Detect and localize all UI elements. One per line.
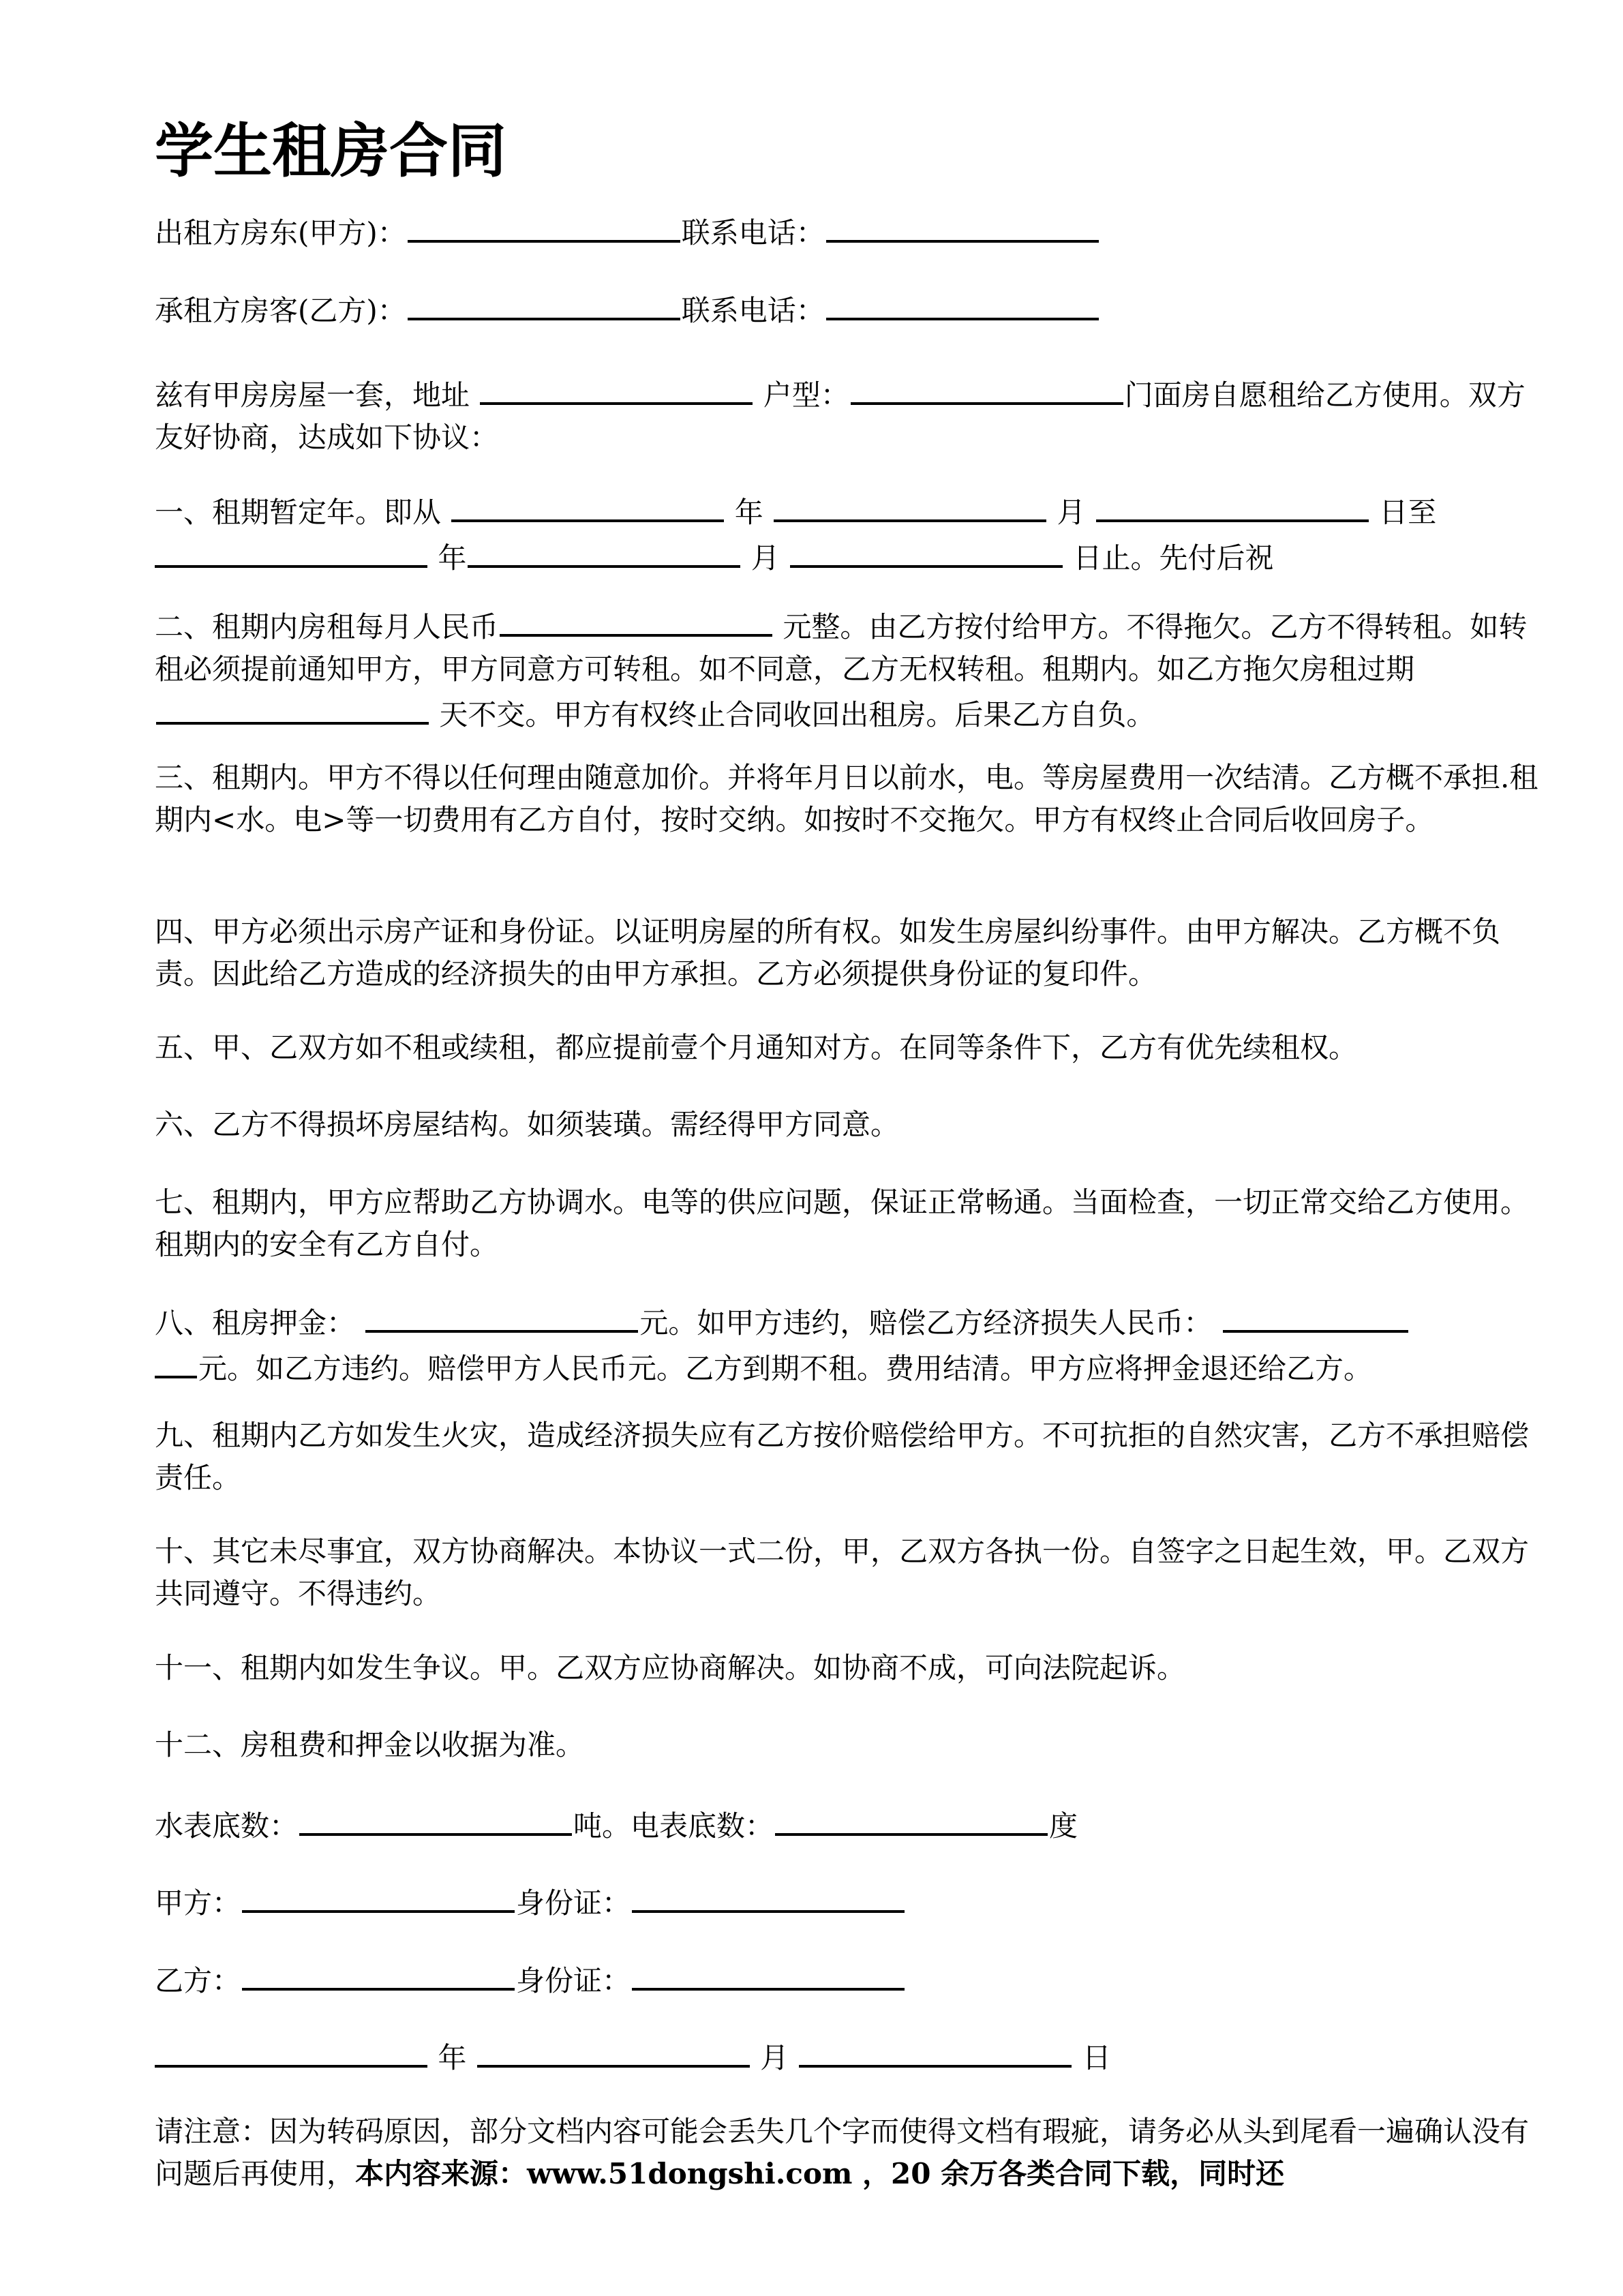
degree-label: 度: [1049, 1809, 1078, 1843]
clause-7: 七、租期内，甲方应帮助乙方协调水。电等的供应问题，保证正常畅通。当面检查，一切正常交给乙方使用。租期内的安全有乙方自付。: [155, 1185, 1530, 1261]
id-label: 身份证：: [516, 1886, 631, 1920]
landlord-label: 出租方房东(甲方)：: [155, 216, 406, 250]
id-label: 身份证：: [516, 1964, 631, 1997]
month-label: 月: [1057, 496, 1086, 529]
month-label: 月: [760, 2041, 789, 2074]
year-label: 年: [438, 541, 467, 575]
address-label: 兹有甲房房屋一套，地址: [155, 378, 470, 412]
electric-meter-label: 吨。电表底数：: [573, 1809, 774, 1843]
landlord-name-blank[interactable]: [408, 209, 680, 243]
clause-8-text: 元。如甲方违约，赔偿乙方经济损失人民币：: [639, 1306, 1213, 1340]
party-b-signature-line: [155, 1957, 1538, 2002]
party-b-blank[interactable]: [242, 1957, 515, 1991]
water-meter-label: 水表底数：: [155, 1809, 299, 1843]
tenant-label: 承租方房客(乙方)：: [155, 294, 406, 327]
clause-2-text: 二、租期内房租每月人民币: [155, 610, 499, 644]
party-b-id-blank[interactable]: [632, 1957, 905, 1991]
monthly-rent-blank[interactable]: [500, 603, 772, 637]
clause-2-text: 元整。由乙方按付给甲方。不得拖欠。乙方不得转租。如转租必须提前通知甲方，甲方同意方可转租。如不同意，乙方无权转租。租期内。如乙方拖欠房租过期: [155, 610, 1528, 686]
overdue-days-blank[interactable]: [156, 691, 429, 725]
clause-1-end-text: 日止。先付后祝: [1073, 541, 1274, 575]
clause-5: 五、甲、乙双方如不租或续租，都应提前壹个月通知对方。在同等条件下，乙方有优先续租权。: [155, 1031, 1358, 1064]
clause-11: 十一、租期内如发生争议。甲。乙双方应协商解决。如协商不成，可向法院起诉。: [155, 1651, 1186, 1685]
year-label: 年: [438, 2041, 467, 2074]
end-year-blank[interactable]: [155, 534, 427, 568]
sign-day-blank[interactable]: [799, 2034, 1072, 2068]
landlord-phone-blank[interactable]: [826, 209, 1099, 243]
compensation-blank-cont[interactable]: [155, 1344, 197, 1378]
clause-2-end-text: 天不交。甲方有权终止合同收回出租房。后果乙方自负。: [439, 698, 1155, 731]
party-a-id-blank[interactable]: [632, 1879, 905, 1913]
address-blank[interactable]: [480, 371, 753, 405]
start-day-blank[interactable]: [1096, 488, 1369, 522]
day-label: 日: [1082, 2041, 1111, 2074]
source-text: 本内容来源：www.51dongshi.com ，20 余万各类合同下载，同时还: [355, 2157, 1285, 2190]
start-year-blank[interactable]: [451, 488, 724, 522]
tenant-phone-label: 联系电话：: [681, 294, 825, 327]
party-a-signature-line: [155, 1879, 1538, 1924]
day-to-label: 日至: [1379, 496, 1437, 529]
sign-year-blank[interactable]: [155, 2034, 427, 2068]
clause-4: 四、甲方必须出示房产证和身份证。以证明房屋的所有权。如发生房屋纠纷事件。由甲方解决。乙方概不负责。因此给乙方造成的经济损失的由甲方承担。乙方必须提供身份证的复印件。: [155, 915, 1501, 991]
clause-8-end-text: 元。如乙方违约。赔偿甲方人民币元。乙方到期不租。费用结清。甲方应将押金退还给乙方。: [198, 1352, 1373, 1385]
landlord-line: [155, 209, 1538, 254]
notice-text: 请注意：因为转码原因，部分文档内容可能会丢失几个字而使得文档有瑕疵，请务必从头到尾看一遍确认没有问题后再使用，: [155, 2115, 1530, 2190]
property-paragraph: [155, 371, 1538, 459]
electric-meter-blank[interactable]: [775, 1802, 1048, 1836]
compensation-blank[interactable]: [1223, 1299, 1408, 1333]
party-a-label: 甲方：: [155, 1886, 241, 1920]
tenant-name-blank[interactable]: [408, 286, 680, 320]
sign-month-blank[interactable]: [477, 2034, 750, 2068]
deposit-label: 八、租房押金：: [155, 1306, 356, 1340]
layout-label: 户型：: [763, 378, 849, 412]
clause-10: 十、其它未尽事宜，双方协商解决。本协议一式二份，甲，乙双方各执一份。自签字之日起生效，甲。乙双方共同遵守。不得违约。: [155, 1535, 1530, 1610]
water-meter-blank[interactable]: [299, 1802, 572, 1836]
tenant-line: [155, 286, 1538, 332]
clause-8: [155, 1299, 1538, 1390]
party-a-blank[interactable]: [242, 1879, 515, 1913]
deposit-blank[interactable]: [365, 1299, 638, 1333]
end-month-blank[interactable]: [468, 534, 740, 568]
tenant-phone-blank[interactable]: [826, 286, 1099, 320]
clause-2: [155, 603, 1538, 736]
footer-note: [155, 2111, 1538, 2195]
signing-date-line: [155, 2034, 1538, 2079]
clause-3: 三、租期内。甲方不得以任何理由随意加价。并将年月日以前水，电。等房屋费用一次结清。乙方概不承担.租期内<水。电>等一切费用有乙方自付，按时交纳。如按时不交拖欠。甲方有权终止合同后收回房子。: [155, 761, 1538, 836]
party-b-label: 乙方：: [155, 1964, 241, 1997]
meter-line: [155, 1802, 1538, 1847]
property-text: 门面房自愿租给乙方使用。双方友好协商，达成如下协议：: [155, 378, 1526, 454]
landlord-phone-label: 联系电话：: [681, 216, 825, 250]
document-title: 学生租房合同: [155, 117, 506, 185]
start-month-blank[interactable]: [774, 488, 1046, 522]
clause-1: [155, 488, 1538, 579]
month-label: 月: [750, 541, 780, 575]
year-label: 年: [734, 496, 763, 529]
clause-1-text: 一、租期暂定年。即从: [155, 496, 442, 529]
clause-12: 十二、房租费和押金以收据为准。: [155, 1728, 585, 1762]
clause-9: 九、租期内乙方如发生火灾，造成经济损失应有乙方按价赔偿给甲方。不可抗拒的自然灾害，乙方不承担赔偿责任。: [155, 1419, 1530, 1494]
layout-blank[interactable]: [851, 371, 1123, 405]
clause-6: 六、乙方不得损坏房屋结构。如须装璜。需经得甲方同意。: [155, 1108, 900, 1141]
end-day-blank[interactable]: [790, 534, 1063, 568]
